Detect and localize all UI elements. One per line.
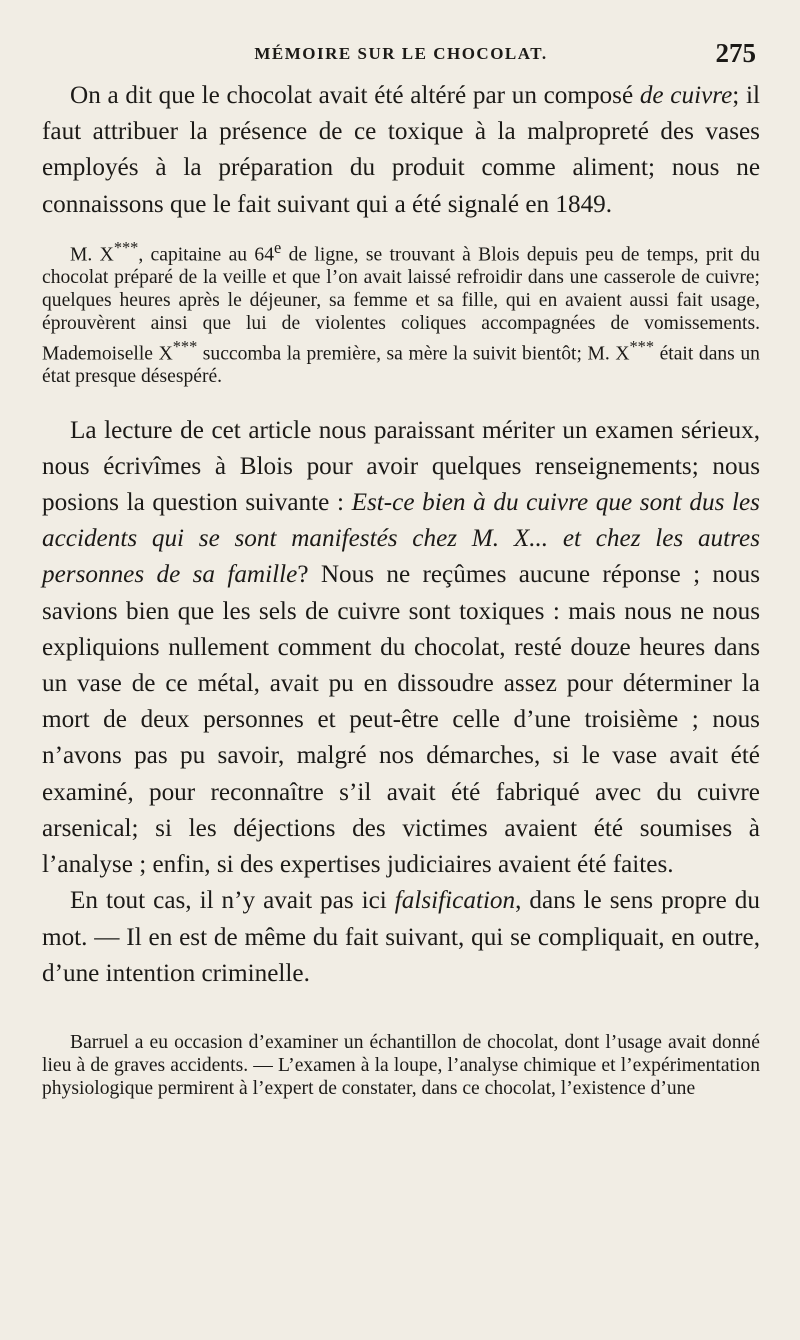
page-number: 275 <box>715 38 756 68</box>
paragraph-falsification <box>42 883 760 992</box>
text-run: ? Nous ne reçûmes aucune réponse ; nous savions bien que les sels de cuivre sont toxiques : mais nous ne nous expliquions nullement comment du chocolat, resté douze heures dans un vase de ce métal, avait pu en dissoudre assez pour déterminer la mort de deux personnes et peut-être celle d’une troisième ; nous n’avons pas pu savoir, malgré nos démarches, si le vase avait été examiné, pour reconnaître s’il avait été fabriqué avec du cuivre arsenical; si les déjections des victimes avaient été soumises à l’analyse ; enfin, si des expertises judiciaires avaient été faites. <box>42 561 761 879</box>
text-run: , capitaine au 64 <box>138 244 275 266</box>
text-run: de ligne, se trouvant à Blois depuis peu de temps, prit du chocolat préparé de la veille et que l’on avait laissé refroidir dans une casserole de cuivre; quelques heures après le déjeuner, sa femme et sa fille, qui en avaient aussi fait usage, éprouvèrent ainsi que lui de violentes coliques accompagnées de vomissements. Mademoiselle X <box>42 244 760 365</box>
text-run: Barruel a eu occasion d’examiner un échantillon de chocolat, dont l’usage avait donné lieu à de graves accidents. — L’examen à la loupe, l’analyse chimique et l’expérimentation physiologique permirent à l’expert de constater, dans ce chocolat, l’existence d’une <box>42 1031 760 1099</box>
page-header <box>42 38 760 74</box>
text-run: M. X <box>70 244 114 266</box>
book-page <box>42 38 760 1318</box>
text-run: succomba la première, sa mère la suivit bientôt; M. X <box>197 343 630 365</box>
superscript: e <box>274 237 282 257</box>
italic-question: Est-ce bien à du cuivre que sont dus les accidents qui se sont manifestés chez M. X... et chez les autres personnes de sa famille <box>42 489 760 589</box>
italic-term: de cuivre <box>639 82 733 109</box>
paragraph-copper-compound <box>42 78 760 223</box>
quoted-case-barruel <box>42 1032 760 1100</box>
text-run: On a dit que le chocolat avait été altéré par un composé <box>70 82 640 109</box>
text-run: ; il faut attribuer la présence de ce toxique à la malpropreté des vases employés à la préparation du produit comme aliment; nous ne connaissons que le fait suivant qui a été signalé en 1849. <box>42 82 760 218</box>
text-run: était dans un état presque désespéré. <box>42 343 760 387</box>
paragraph-inquiry <box>42 413 760 884</box>
superscript: *** <box>629 336 655 356</box>
superscript: *** <box>172 336 198 356</box>
text-run: La lecture de cet article nous paraissant mériter un examen sérieux, nous écrivîmes à Blois pour avoir quelques renseignements; nous posions la question suivante : <box>42 416 760 517</box>
quoted-case-blois <box>42 237 760 389</box>
text-run: , dans le sens propre du mot. — Il en est de même du fait suivant, qui se compliquait, en outre, d’une intention criminelle. <box>42 887 760 987</box>
running-title: MÉMOIRE SUR LE CHOCOLAT. <box>254 44 548 63</box>
text-run: En tout cas, il n’y avait pas ici <box>70 887 395 915</box>
superscript: *** <box>113 237 139 257</box>
italic-term: falsification <box>394 887 516 915</box>
